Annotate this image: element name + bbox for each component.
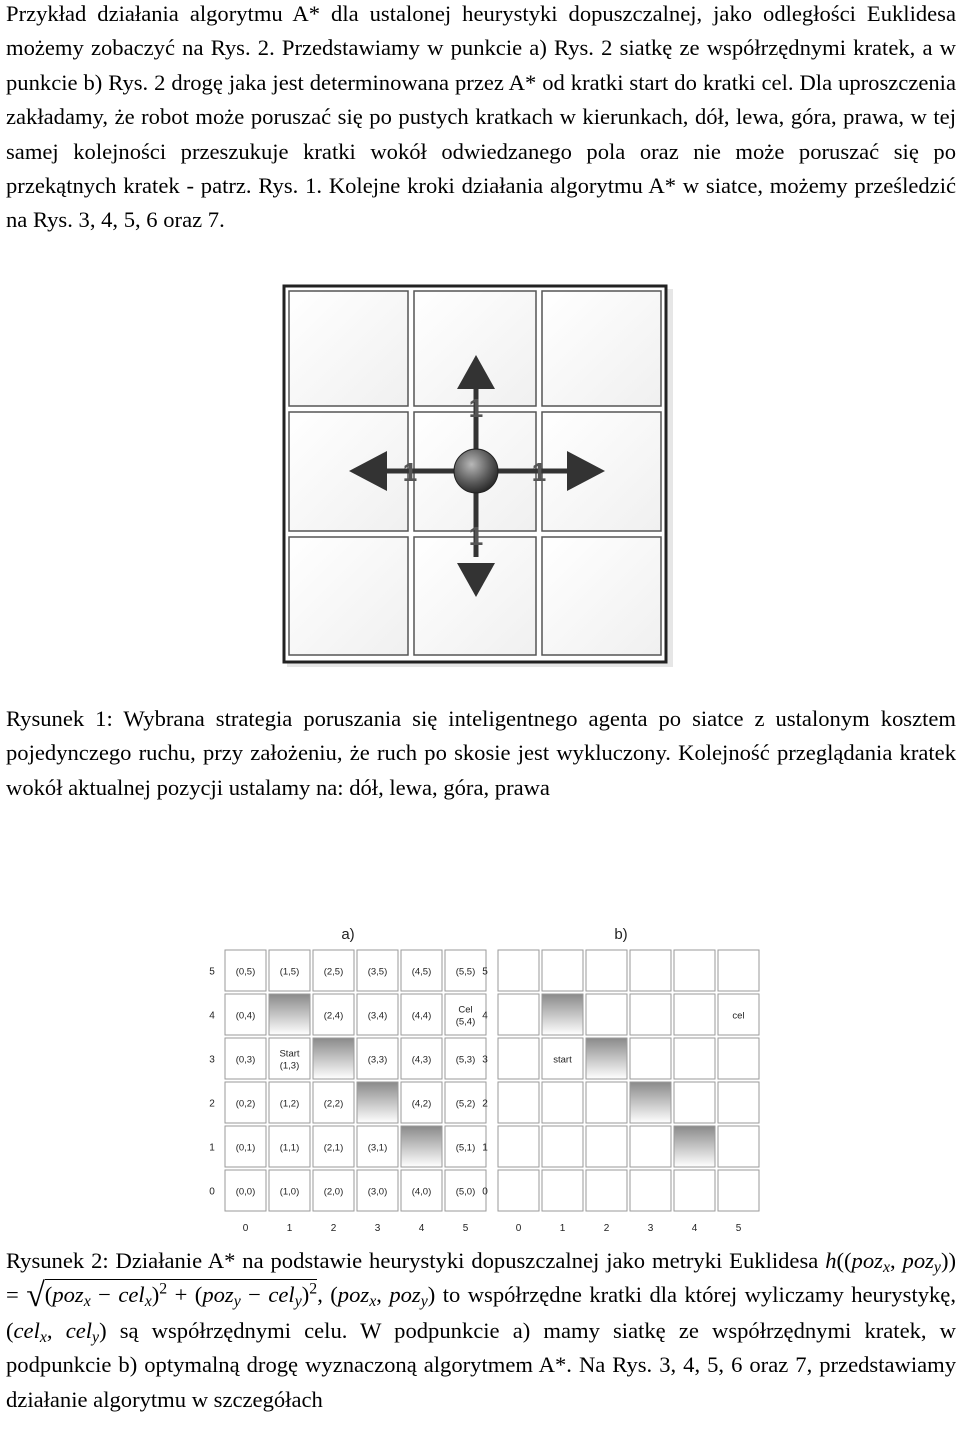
row-label: 5 <box>482 966 488 978</box>
grid-cell <box>718 1126 759 1167</box>
cell-label: (5,4) <box>455 1016 476 1028</box>
caption2-text-1: Rysunek 2: Działanie A* na podstawie heurystyki dopuszczalnej jako metryki Euklidesa <box>6 1248 819 1273</box>
panel-a-label: a) <box>341 926 355 943</box>
col-label: 0 <box>242 1223 249 1234</box>
grid-cell <box>498 1170 539 1211</box>
col-label: 3 <box>374 1223 381 1234</box>
grid-cell <box>498 1082 539 1123</box>
grid-cell <box>674 950 715 991</box>
col-label: 1 <box>559 1223 566 1234</box>
grid-cell <box>718 1038 759 1079</box>
row-label: 5 <box>209 966 215 978</box>
cell-label: (1,5) <box>279 966 300 978</box>
row-label: 4 <box>482 1010 488 1022</box>
cost-label-left: 1 <box>402 457 418 487</box>
grid-cell <box>498 950 539 991</box>
grid-cell <box>718 1170 759 1211</box>
caption2-text-3: są współrzędnymi celu. W podpunkcie a) mamy siatkę ze współrzędnymi kratek, w podpunkcie b) optymalną drogę wyznaczoną algorytmem A*. Na Rys. 3, 4, 5, 6 oraz 7, przedstawiamy działanie algorytmu w szczegółach <box>6 1317 956 1412</box>
cell-label: (5,1) <box>455 1142 476 1154</box>
cell-label: (4,4) <box>411 1010 432 1022</box>
grid-cell <box>542 1082 583 1123</box>
obstacle-cell <box>542 994 583 1035</box>
cell-label: (5,5) <box>455 966 476 978</box>
grid-panel-a <box>209 950 486 1234</box>
obstacle-cell <box>630 1082 671 1123</box>
cell-label: (0,1) <box>235 1142 256 1154</box>
col-label: 5 <box>735 1223 742 1234</box>
cell-label: (5,0) <box>455 1186 476 1198</box>
grid-cell <box>674 1170 715 1211</box>
cell-label: (0,5) <box>235 966 256 978</box>
figure-2-grids <box>198 918 758 1234</box>
figure-1-move-directions <box>283 285 677 671</box>
obstacle-cell <box>674 1126 715 1167</box>
grid-cell <box>718 1082 759 1123</box>
grid-cell <box>630 1126 671 1167</box>
figure-2-caption <box>6 1244 956 1417</box>
cell-label: (2,4) <box>323 1010 344 1022</box>
row-label: 2 <box>482 1098 488 1110</box>
panel-b-label: b) <box>614 926 628 943</box>
row-label: 2 <box>209 1098 215 1110</box>
cell-label: (1,3) <box>279 1060 300 1072</box>
row-label: 1 <box>482 1142 488 1154</box>
cell-label: (0,4) <box>235 1010 256 1022</box>
col-label: 0 <box>515 1223 522 1234</box>
obstacle-cell <box>357 1082 398 1123</box>
figure-1-caption: Rysunek 1: Wybrana strategia poruszania się inteligentnego agenta po siatce z ustalonym kosztem pojedynczego ruchu, przy założeniu, że ruch po skosie jest wykluczony. Kolejność przeglądania kratek wokół aktualnej pozycji ustalamy na: dół, lewa, góra, prawa <box>6 706 956 800</box>
grid-cell <box>542 1126 583 1167</box>
grid-cell <box>498 1126 539 1167</box>
grid-cell <box>586 1170 627 1211</box>
cell-label: (4,5) <box>411 966 432 978</box>
col-label: 4 <box>691 1223 698 1234</box>
cell-label: (5,2) <box>455 1098 476 1110</box>
col-label: 1 <box>286 1223 293 1234</box>
cell-label: (3,1) <box>367 1142 388 1154</box>
col-label: 4 <box>418 1223 425 1234</box>
grid-cell <box>542 1170 583 1211</box>
grid-cell <box>586 1126 627 1167</box>
grid-panel-b <box>482 950 759 1234</box>
row-label: 4 <box>209 1010 215 1022</box>
grid-cell <box>674 994 715 1035</box>
cell-label: (2,1) <box>323 1142 344 1154</box>
cell-label: (4,3) <box>411 1054 432 1066</box>
grid-cell <box>718 950 759 991</box>
row-label: 1 <box>209 1142 215 1154</box>
grid-cell <box>586 950 627 991</box>
caption2-text-2: to współrzędne kratki dla której wyliczamy heurystykę, <box>442 1282 956 1308</box>
cell-label: (4,2) <box>411 1098 432 1110</box>
cell-label: (0,0) <box>235 1186 256 1198</box>
col-label: 2 <box>603 1223 610 1234</box>
obstacle-cell <box>269 994 310 1035</box>
grid-cell <box>498 1038 539 1079</box>
cell-label: (3,5) <box>367 966 388 978</box>
cost-label-down: 1 <box>468 521 484 551</box>
col-label: 5 <box>462 1223 469 1234</box>
agent-ball-icon <box>454 449 498 493</box>
cell-label: (4,0) <box>411 1186 432 1198</box>
grid-cell <box>498 994 539 1035</box>
grid-cell <box>586 994 627 1035</box>
cell-label: (1,2) <box>279 1098 300 1110</box>
heuristic-formula: h((poz$_x$, $poz_y)) = √(poz_x - cel_x)^2 + (poz_y - cel_y)^2$, (poz$_x$, poz$_y$) <box>6 1248 957 1315</box>
cell-label: (0,3) <box>235 1054 256 1066</box>
grid-cell <box>630 994 671 1035</box>
cell-label: Cel <box>458 1004 473 1016</box>
cell-label: start <box>553 1054 572 1066</box>
goal-coords: (cel$_x$, cel$_y$) <box>6 1317 107 1346</box>
cost-label-up: 1 <box>468 393 484 423</box>
cell-label: (2,2) <box>323 1098 344 1110</box>
cell-label: (1,0) <box>279 1186 300 1198</box>
obstacle-cell <box>313 1038 354 1079</box>
cell-label: (2,5) <box>323 966 344 978</box>
row-label: 3 <box>482 1054 488 1066</box>
grid-cell <box>542 950 583 991</box>
grid-cell <box>586 1082 627 1123</box>
row-label: 3 <box>209 1054 215 1066</box>
cell-label: (3,0) <box>367 1186 388 1198</box>
cell-label: (5,3) <box>455 1054 476 1066</box>
intro-paragraph: Przykład działania algorytmu A* dla ustalonej heurystyki dopuszczalnej, jako odległości Euklidesa możemy zobaczyć na Rys. 2. Przedstawiamy w punkcie a) Rys. 2 siatkę ze współrzędnymi kratek, a w punkcie b) Rys. 2 drogę jaka jest determinowana przez A* od kratki start do kratki cel. Dla uproszczenia zakładamy, że robot może poruszać się po pustych kratkach w kierunkach, dół, lewa, góra, prawa, w tej samej kolejności przeszukuje kratki wokół odwiedzanego pola oraz nie może poruszać się po przekątnych kratek - patrz. Rys. 1. Kolejne kroki działania algorytmu A* w siatce, możemy prześledzić na Rys. 3, 4, 5, 6 oraz 7. <box>6 1 956 233</box>
row-label: 0 <box>482 1186 488 1198</box>
cell-label: (0,2) <box>235 1098 256 1110</box>
cell-label: Start <box>279 1048 300 1060</box>
cell-label: cel <box>732 1010 745 1022</box>
cell-label: (1,1) <box>279 1142 300 1154</box>
grid-cell <box>630 1038 671 1079</box>
obstacle-cell <box>401 1126 442 1167</box>
grid-cell <box>674 1082 715 1123</box>
cell-label: (2,0) <box>323 1186 344 1198</box>
row-label: 0 <box>209 1186 215 1198</box>
col-label: 3 <box>647 1223 654 1234</box>
grid-cell <box>630 1170 671 1211</box>
cell-label: (3,3) <box>367 1054 388 1066</box>
grid-cell <box>674 1038 715 1079</box>
obstacle-cell <box>586 1038 627 1079</box>
cell-label: (3,4) <box>367 1010 388 1022</box>
col-label: 2 <box>330 1223 337 1234</box>
cost-label-right: 1 <box>531 457 547 487</box>
grid-cell <box>630 950 671 991</box>
